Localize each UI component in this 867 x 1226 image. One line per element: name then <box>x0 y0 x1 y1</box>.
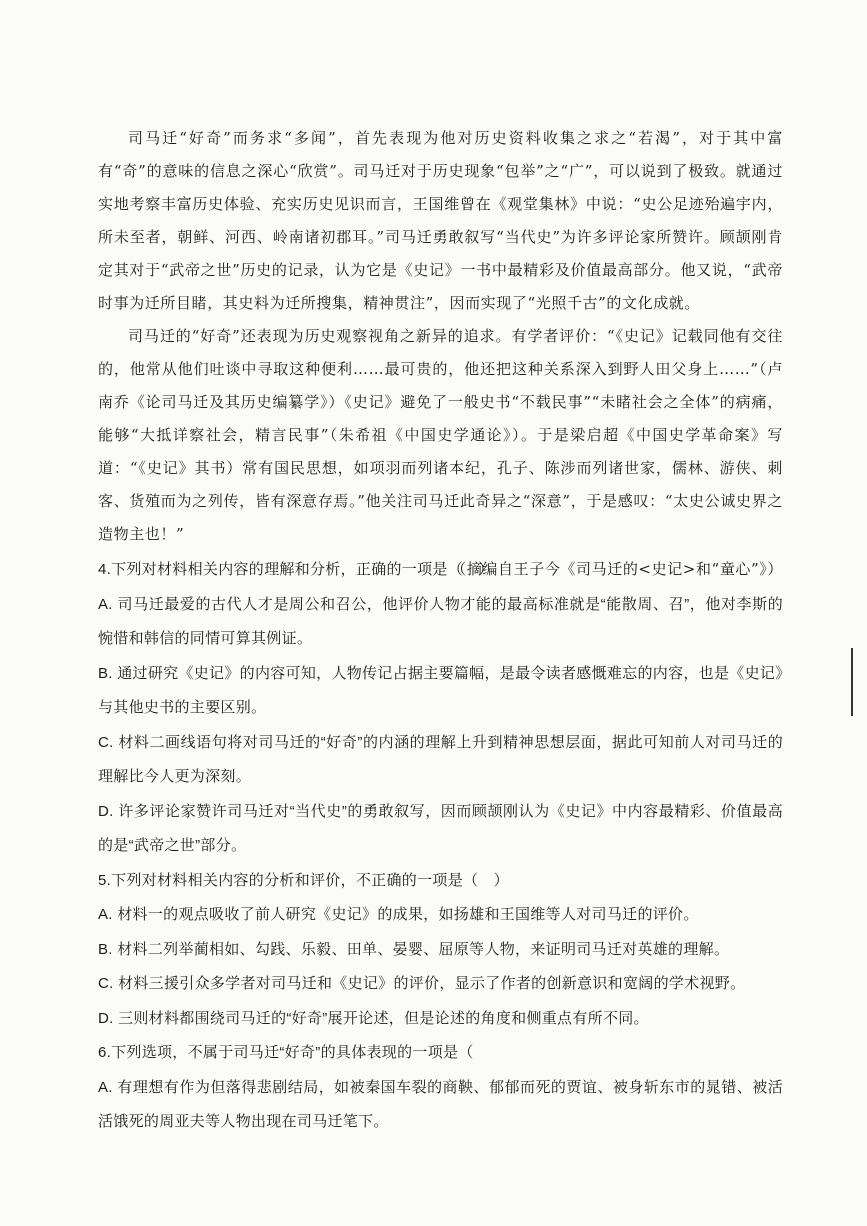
option-d: D. 三则材料都围绕司马迁的“好奇”展开论述，但是论述的角度和侧重点有所不同。 <box>98 1009 649 1027</box>
question-4 <box>98 553 783 864</box>
option-a: A. 材料一的观点吸收了前人研究《史记》的成果，如扬雄和王国维等人对司马迁的评价。 <box>98 906 699 923</box>
question-6 <box>98 1036 783 1140</box>
question-stem: 6.下列选项，不属于司马迁“好奇”的具体表现的一项是（ <box>98 1044 474 1061</box>
question-5 <box>98 864 783 1037</box>
option-b: B. 通过研究《史记》的内容可知，人物传记占据主要篇幅，是最令读者感慨难忘的内容，也是《史记》与其他史书的主要区别。 <box>98 664 783 716</box>
question-stem: 5.下列对材料相关内容的分析和评价，不正确的一项是（ ） <box>98 871 509 889</box>
option-c: C. 材料三援引众多学者对司马迁和《史记》的评价，显示了作者的创新意识和宽阔的学术视野。 <box>98 975 746 992</box>
option-b: B. 材料二列举蔺相如、勾践、乐毅、田单、晏婴、屈原等人物，来证明司马迁对英雄的理解。 <box>98 940 730 958</box>
option-c: C. 材料二画线语句将对司马迁的“好奇”的内涵的理解上升到精神思想层面，据此可知前人对司马迁的理解比今人更为深刻。 <box>98 733 783 785</box>
passage-paragraph-2: 司马迁的“好奇”还表现为历史观察视角之新异的追求。有学者评价：“《史记》记载同他有交往的，他常从他们吐谈中寻取这种便利……最可贵的，他还把这种关系深入到野人田父身上……”（卢南乔《论司马迁及其历史编纂学》）《史记》避免了一般史书“不载民事”“未睹社会之全体”的病痛，能够“大抵详察社会，精言民事”（朱希祖《中国史学通论》）。于是梁启超《中国史学革命案》写道：“《史记》其书）常有国民思想，如项羽而列诸本纪，孔子、陈涉而列诸世家，儒林、游侠、刺客、货殖而为之列传，皆有深意存焉。”他关注司马迁此奇异之“深意”，于是感叹：“太史公诚史界之造物主也！” <box>98 327 783 543</box>
passage-paragraph-1: 司马迁“好奇”而务求“多闻”，首先表现为他对历史资料收集之求之“若渴”，对于其中富有“奇”的意味的信息之深心“欣赏”。司马迁对于历史现象“包举”之“广”，可以说到了极致。就通过实地考察丰富历史体验、充实历史见识而言，王国维曾在《观堂集林》中说：“史公足迹殆遍宇内，所未至者，朝鲜、河西、岭南诸初郡耳。”司马迁勇敢叙写“当代史”为许多评论家所赞许。顾颉刚肯定其对于“武帝之世”历史的记录，认为它是《史记》一书中最精彩及价值最高部分。他又说，“武帝时事为迁所目睹，其史料为迁所搜集，精神贯注”，因而实现了“光照千古”的文化成就。 <box>98 129 783 312</box>
question-list <box>98 553 783 1140</box>
passage-source: （摘编自王子今《司马迁的<史记>和“童心”》） <box>451 560 783 578</box>
option-a: A. 司马迁最爱的古代人才是周公和召公，他评价人物才能的最高标准就是“能散周、召”，他对李斯的惋惜和韩信的同情可算其例证。 <box>98 595 783 647</box>
question-stem: 4.下列对材料相关内容的理解和分析，正确的一项是（ ） <box>98 561 494 578</box>
scan-edge-mark <box>851 648 853 716</box>
reading-passage <box>98 122 783 586</box>
option-a: A. 有理想有作为但落得悲剧结局，如被秦国车裂的商鞅、郁郁而死的贾谊、被身斩东市的晁错、被活活饿死的周亚夫等人物出现在司马迁笔下。 <box>98 1078 783 1130</box>
option-d: D. 许多评论家赞许司马迁对“当代史”的勇敢叙写，因而顾颉刚认为《史记》中内容最精彩、价值最高的是“武帝之世”部分。 <box>98 802 783 854</box>
